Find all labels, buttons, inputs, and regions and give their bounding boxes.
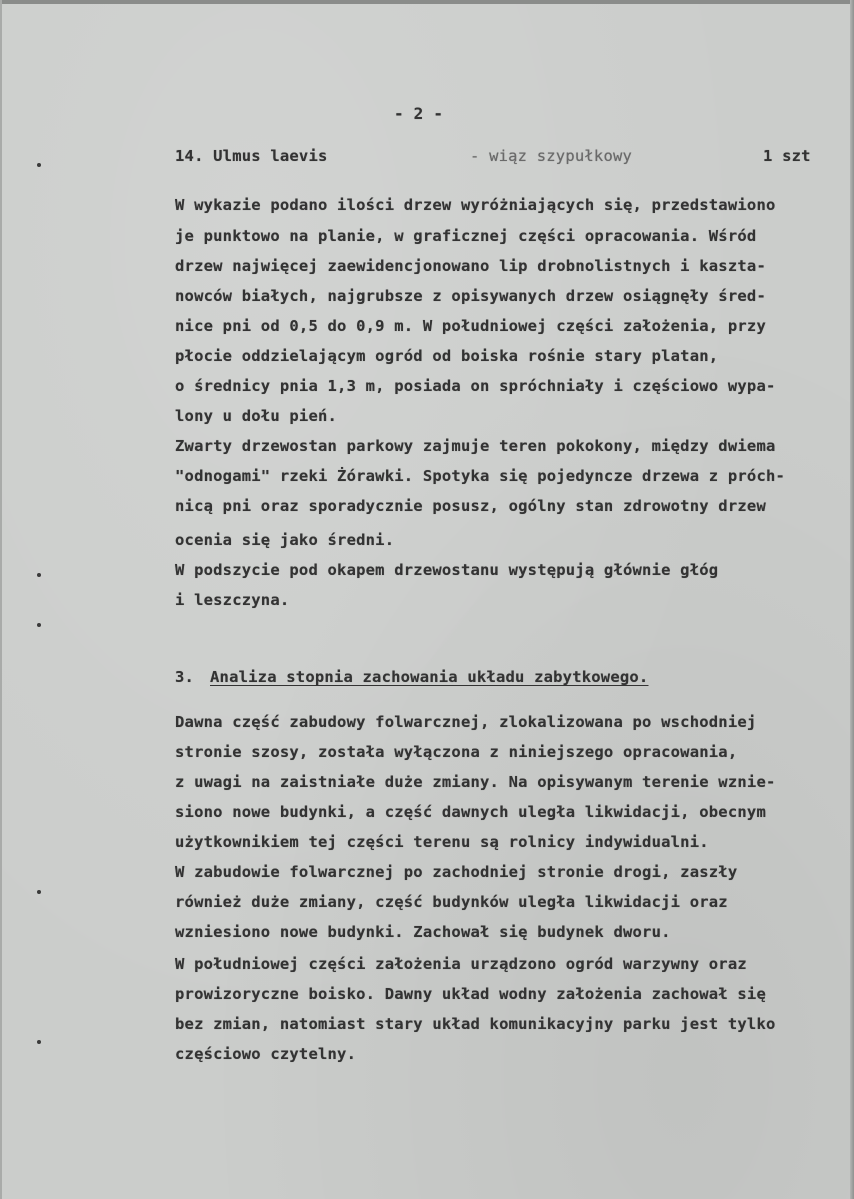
text-line: ocenia się jako średni. <box>175 531 395 549</box>
species-quantity: 1 szt <box>763 147 811 165</box>
text-line: użytkownikiem tej części terenu są rolnicy indywidualni. <box>175 833 709 851</box>
text-line: Zwarty drzewostan parkowy zajmuje teren pokokony, między dwiema <box>175 437 776 455</box>
text-line: i leszczyna. <box>175 591 290 609</box>
text-line: bez zmian, natomiast stary układ komunikacyjny parku jest tylko <box>175 1015 776 1033</box>
species-polish-name: - wiąz szypułkowy <box>470 147 633 165</box>
text-line: częściowo czytelny. <box>175 1045 357 1063</box>
text-line: drzew najwięcej zaewidencjonowano lip drobnolistnych i kaszta- <box>175 257 766 275</box>
species-latin-name: 14. Ulmus laevis <box>175 147 328 165</box>
text-line: nicą pni oraz sporadycznie posusz, ogólny stan zdrowotny drzew <box>175 497 766 515</box>
section-heading-number: 3. <box>175 668 195 686</box>
text-line: "odnogami" rzeki Żórawki. Spotyka się pojedyncze drzewa z próch- <box>175 467 786 485</box>
text-line: nice pni od 0,5 do 0,9 m. W południowej części założenia, przy <box>175 317 766 335</box>
text-line: lony u dołu pień. <box>175 407 338 425</box>
text-line: prowizoryczne boisko. Dawny układ wodny założenia zachował się <box>175 985 766 1003</box>
text-line: stronie szosy, została wyłączona z niniejszego opracowania, <box>175 743 738 761</box>
text-line: W podszycie pod okapem drzewostanu występują głównie głóg <box>175 561 719 579</box>
text-line: o średnicy pnia 1,3 m, posiada on spróchniały i częściowo wypa- <box>175 377 776 395</box>
text-line: z uwagi na zaistniałe duże zmiany. Na opisywanym terenie wznie- <box>175 773 776 791</box>
text-line: nowców białych, najgrubsze z opisywanych drzew osiągnęły śred- <box>175 287 766 305</box>
text-line: W południowej części założenia urządzono ogród warzywny oraz <box>175 955 747 973</box>
text-line: siono nowe budynki, a część dawnych uległa likwidacji, obecnym <box>175 803 766 821</box>
text-line: Dawna część zabudowy folwarcznej, zlokalizowana po wschodniej <box>175 713 757 731</box>
text-line: je punktowo na planie, w graficznej części opracowania. Wśród <box>175 227 757 245</box>
text-line: W wykazie podano ilości drzew wyróżniających się, przedstawiono <box>175 196 776 214</box>
section-heading: Analiza stopnia zachowania układu zabytkowego. <box>210 668 649 686</box>
text-line: wzniesiono nowe budynki. Zachował się budynek dworu. <box>175 923 671 941</box>
text-line: płocie oddzielającym ogród od boiska rośnie stary platan, <box>175 347 719 365</box>
text-line: W zabudowie folwarcznej po zachodniej stronie drogi, zaszły <box>175 863 738 881</box>
page-number: - 2 - <box>394 104 444 123</box>
text-line: również duże zmiany, część budynków uległa likwidacji oraz <box>175 893 728 911</box>
